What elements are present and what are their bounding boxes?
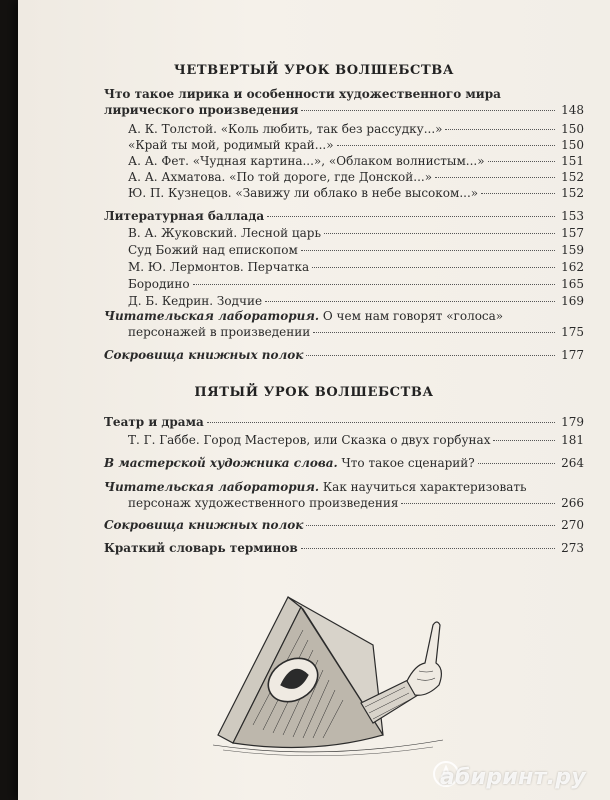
page-number: 270 bbox=[561, 518, 584, 532]
entry-text: Ю. П. Кузнецов. «Завижу ли облако в небе высоком...» bbox=[128, 186, 479, 200]
leader-dots bbox=[306, 354, 555, 356]
leader-dots bbox=[306, 524, 555, 526]
book-page bbox=[18, 0, 610, 800]
leader-dots bbox=[481, 192, 555, 194]
toc-line bbox=[128, 169, 584, 185]
toc-line bbox=[104, 208, 584, 224]
leader-dots bbox=[267, 215, 555, 217]
toc-line bbox=[128, 242, 584, 259]
toc-list-ballad-items bbox=[128, 225, 584, 310]
entry-label: Читательская лаборатория. bbox=[104, 480, 320, 494]
toc-entry-treasures-4 bbox=[104, 347, 584, 363]
entry-text: Бородино bbox=[128, 277, 190, 291]
toc-line bbox=[128, 432, 584, 448]
toc-entry-theatre bbox=[104, 414, 584, 430]
leader-dots bbox=[478, 462, 555, 464]
page-number: 264 bbox=[561, 456, 584, 470]
leader-dots bbox=[301, 109, 555, 111]
page-number: 152 bbox=[561, 170, 584, 184]
leader-dots bbox=[301, 547, 555, 549]
toc-line bbox=[128, 225, 584, 242]
toc-entry-ballad bbox=[104, 208, 584, 224]
toc-entry-reader-lab-5 bbox=[104, 479, 584, 511]
page-number: 273 bbox=[561, 541, 584, 555]
entry-text: персонаж художественного произведения bbox=[128, 496, 399, 510]
leader-dots bbox=[301, 249, 555, 251]
entry-text: О чем нам говорят «голоса» bbox=[319, 309, 504, 323]
page-number: 152 bbox=[561, 186, 584, 200]
toc-line bbox=[128, 137, 584, 153]
toc-entry-lyric bbox=[104, 86, 584, 118]
leader-dots bbox=[313, 331, 555, 333]
entry-text: А. К. Толстой. «Коль любить, так без рассудку...» bbox=[128, 122, 443, 136]
entry-heading: Литературная баллада bbox=[104, 209, 265, 223]
watermark-text: абиринт.ру bbox=[439, 765, 586, 790]
toc-line bbox=[104, 495, 584, 511]
toc-line bbox=[128, 153, 584, 169]
toc-line bbox=[104, 517, 584, 533]
entry-label: Сокровища книжных полок bbox=[104, 518, 304, 532]
page-number: 150 bbox=[561, 122, 584, 136]
toc-line bbox=[104, 414, 584, 430]
page-number: 179 bbox=[561, 415, 584, 429]
toc-line bbox=[104, 540, 584, 556]
entry-text: персонажей в произведении bbox=[128, 325, 311, 339]
page-number: 165 bbox=[561, 277, 584, 291]
entry-heading: лирического произведения bbox=[104, 103, 299, 117]
leader-dots bbox=[312, 266, 555, 268]
leader-dots bbox=[493, 439, 555, 441]
entry-heading: Краткий словарь терминов bbox=[104, 541, 298, 555]
entry-text: Что такое сценарий? bbox=[337, 456, 475, 470]
toc-line bbox=[128, 276, 584, 293]
entry-text: Как научиться характеризовать bbox=[319, 480, 527, 494]
entry-label: Читательская лаборатория. bbox=[104, 309, 320, 323]
leader-dots bbox=[324, 232, 555, 234]
toc-entry-workshop bbox=[104, 455, 584, 471]
page-number: 157 bbox=[561, 226, 584, 240]
leader-dots bbox=[435, 176, 555, 178]
toc-line bbox=[128, 185, 584, 201]
entry-heading: Что такое лирика и особенности художественного мира bbox=[104, 87, 501, 101]
page-number: 181 bbox=[561, 433, 584, 447]
page-number: 266 bbox=[561, 496, 584, 510]
toc-line bbox=[104, 308, 584, 324]
entry-text: Т. Г. Габбе. Город Мастеров, или Сказка о двух горбунах bbox=[128, 433, 491, 447]
page-number: 175 bbox=[561, 325, 584, 339]
entry-text: А. А. Ахматова. «По той дороге, где Донской...» bbox=[128, 170, 433, 184]
toc-entry-reader-lab-4 bbox=[104, 308, 584, 340]
page-number: 177 bbox=[561, 348, 584, 362]
toc-entry-glossary bbox=[104, 540, 584, 556]
page-number: 162 bbox=[561, 260, 584, 274]
entry-text: «Край ты мой, родимый край...» bbox=[128, 138, 334, 152]
page-number: 150 bbox=[561, 138, 584, 152]
toc-entry-treasures-5 bbox=[104, 517, 584, 533]
entry-label: Сокровища книжных полок bbox=[104, 348, 304, 362]
entry-heading: Театр и драма bbox=[104, 415, 204, 429]
entry-text: Д. Б. Кедрин. Зодчие bbox=[128, 294, 263, 308]
leader-dots bbox=[401, 502, 555, 504]
book-illustration bbox=[193, 585, 463, 765]
leader-dots bbox=[445, 128, 555, 130]
toc-entry-gabbe bbox=[128, 432, 584, 448]
toc-list-lyric-items bbox=[128, 121, 584, 201]
leader-dots bbox=[193, 283, 555, 285]
section-title-4: ЧЕТВЕРТЫЙ УРОК ВОЛШЕБСТВА bbox=[173, 63, 455, 78]
entry-text: М. Ю. Лермонтов. Перчатка bbox=[128, 260, 310, 274]
toc-line bbox=[104, 347, 584, 363]
entry-label: В мастерской художника слова. bbox=[104, 456, 338, 470]
leader-dots bbox=[337, 144, 555, 146]
toc-line bbox=[104, 479, 584, 495]
toc-line bbox=[104, 102, 584, 118]
leader-dots bbox=[488, 160, 555, 162]
toc-line bbox=[104, 86, 584, 102]
leader-dots bbox=[265, 300, 555, 302]
toc-line bbox=[104, 324, 584, 340]
page-number: 169 bbox=[561, 294, 584, 308]
page-number: 153 bbox=[561, 209, 584, 223]
entry-text: Суд Божий над епископом bbox=[128, 243, 298, 257]
toc-line bbox=[128, 121, 584, 137]
leader-dots bbox=[207, 421, 555, 423]
toc-line bbox=[128, 259, 584, 276]
entry-text: А. А. Фет. «Чудная картина...», «Облаком волнистым...» bbox=[128, 154, 485, 168]
page-number: 151 bbox=[561, 154, 584, 168]
toc-line bbox=[104, 455, 584, 471]
entry-text: В. А. Жуковский. Лесной царь bbox=[128, 226, 321, 240]
page-number: 159 bbox=[561, 243, 584, 257]
section-title-5: ПЯТЫЙ УРОК ВОЛШЕБСТВА bbox=[194, 385, 434, 400]
page-number: 148 bbox=[561, 103, 584, 117]
